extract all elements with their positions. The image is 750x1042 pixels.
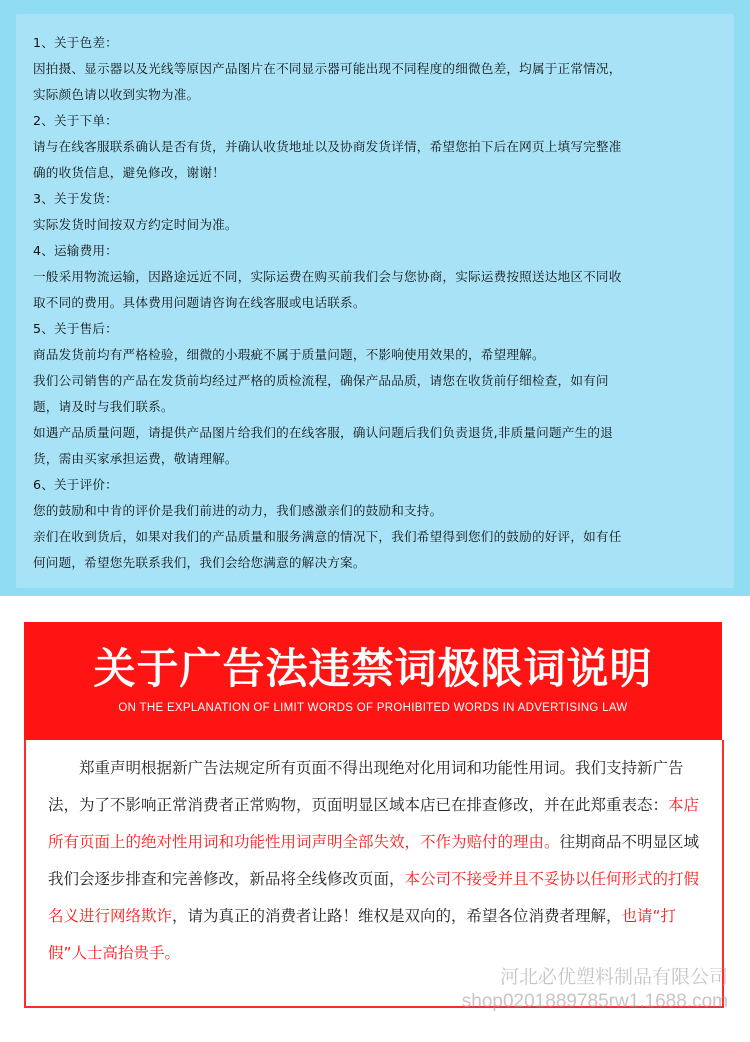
watermark [462, 966, 728, 1014]
note-heading-shipping: 3、关于发货： [33, 191, 118, 206]
note-line: 请与在线客服联系确认是否有货，并确认收货地址以及协商发货详情，希望您拍下后在网页上填写完整准 [33, 139, 622, 154]
statement-part: 往期商品不明显区域我们会逐步排查和完善修改，新品将全线修改页面， [48, 833, 700, 888]
note-line: 确的收货信息，避免修改，谢谢！ [33, 165, 225, 180]
watermark-company: 河北必优塑料制品有限公司 [499, 967, 728, 988]
advertising-law-banner [24, 622, 722, 740]
note-line: 取不同的费用。具体费用问题请咨询在线客服或电话联系。 [33, 295, 366, 310]
statement-part: 郑重声明根据新广告法规定所有页面不得出现绝对化用词和功能性用词。我们支持新广告法，为了不影响正常消费者正常购物，页面明显区域本店已在排查修改，并在此郑重表态： [48, 759, 684, 814]
note-line: 如遇产品质量问题，请提供产品图片给我们的在线客服，确认问题后我们负责退货,非质量问题产生的退 [33, 425, 613, 440]
note-line: 商品发货前均有严格检验，细微的小瑕疵不属于质量问题，不影响使用效果的，希望理解。 [33, 347, 545, 362]
banner-title: 关于广告法违禁词极限词说明 [93, 644, 653, 693]
note-line: 亲们在收到货后，如果对我们的产品质量和服务满意的情况下，我们希望得到您们的鼓励的好评，如有任 [33, 529, 622, 544]
note-heading-aftersales: 5、关于售后： [33, 321, 118, 336]
note-line: 何问题，希望您先联系我们，我们会给您满意的解决方案。 [33, 555, 366, 570]
banner-subtitle: ON THE EXPLANATION OF LIMIT WORDS OF PROHIBITED WORDS IN ADVERTISING LAW [118, 702, 628, 714]
watermark-url: shop0201889785rw1.1688.com [461, 991, 728, 1012]
statement-highlight: 也请“打假”人士高抬贵手。 [48, 907, 677, 962]
note-line: 题，请及时与我们联系。 [33, 399, 174, 414]
note-line: 实际发货时间按双方约定时间为准。 [33, 217, 238, 232]
statement-highlight: 本公司不接受并且不妥协以任何形式的打假名义进行网络欺诈 [48, 870, 700, 925]
note-heading-freight: 4、运输费用： [33, 243, 118, 258]
note-heading-color: 1、关于色差： [33, 35, 118, 50]
statement-highlight: 本店所有页面上的绝对性用词和功能性用词声明全部失效，不作为赔付的理由。 [48, 796, 700, 851]
note-line: 一般采用物流运输，因路途远近不同，实际运费在购买前我们会与您协商，实际运费按照送达地区不同收 [33, 269, 622, 284]
statement-text [48, 750, 700, 972]
note-line: 我们公司销售的产品在发货前均经过严格的质检流程，确保产品品质，请您在收货前仔细检查，如有问 [33, 373, 609, 388]
note-heading-review: 6、关于评价： [33, 477, 118, 492]
note-line: 您的鼓励和中肯的评价是我们前进的动力，我们感激亲们的鼓励和支持。 [33, 503, 443, 518]
statement-part: ，请为真正的消费者让路！维权是双向的，希望各位消费者理解， [172, 907, 622, 925]
shop-notes-text [33, 30, 723, 576]
note-line: 货，需由买家承担运费，敬请理解。 [33, 451, 238, 466]
note-line: 因拍摄、显示器以及光线等原因产品图片在不同显示器可能出现不同程度的细微色差，均属于正常情况， [33, 61, 622, 76]
note-heading-order: 2、关于下单： [33, 113, 118, 128]
note-line: 实际颜色请以收到实物为准。 [33, 87, 200, 102]
